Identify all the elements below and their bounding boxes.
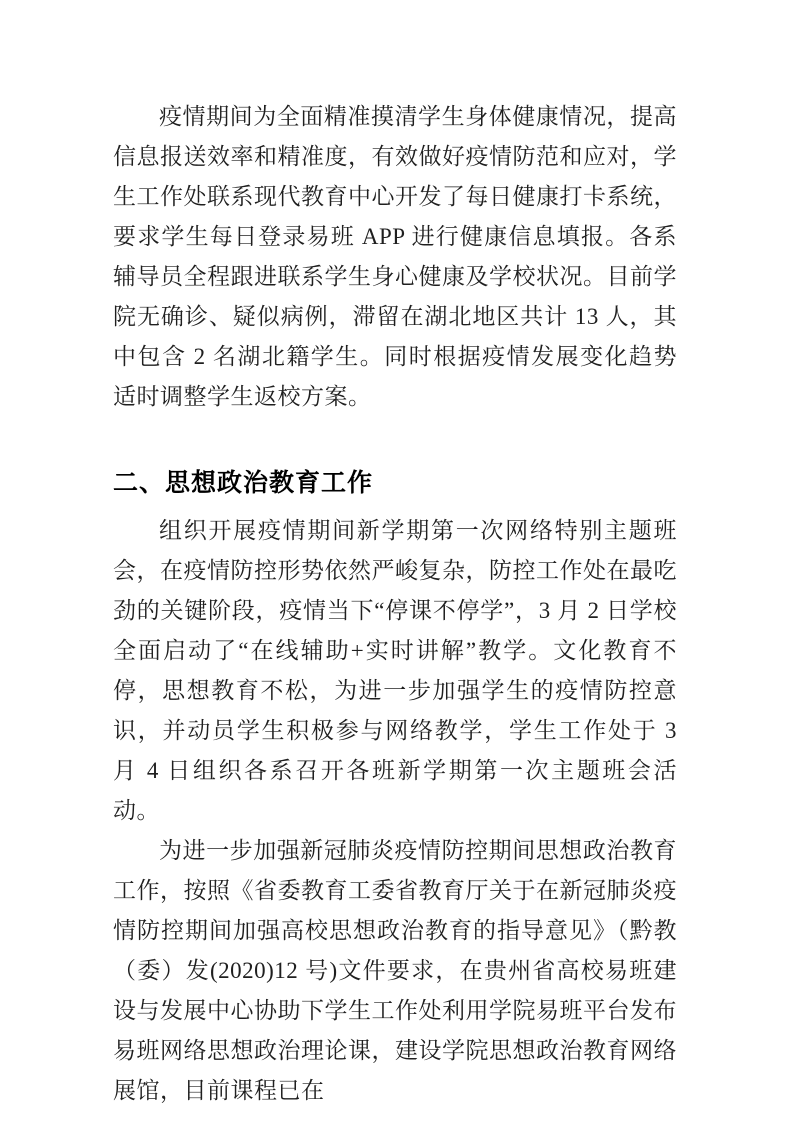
paragraph-yiban-online-course: 为进一步加强新冠肺炎疫情防控期间思想政治教育工作，按照《省委教育工委省教育厅关于在新冠肺炎疫情防控期间加强高校思想政治教育的指导意见》（黔教（委）发(2020)12 号)文件要求，在贵州省高校易班建设与发展中心协助下学生工作处利用学院易班平台发布易班网络思想政治理论课，建设学院思想政治教育网络展馆，目前课程已在	[113, 838, 677, 1103]
paragraph-health-check-system: 疫情期间为全面精准摸清学生身体健康情况，提高信息报送效率和精准度，有效做好疫情防范和应对，学生工作处联系现代教育中心开发了每日健康打卡系统，要求学生每日登录易班 APP 进行健康信息填报。各系辅导员全程跟进联系学生身心健康及学校状况。目前学院无确诊、疑似病例，滞留在湖北地区共计 13 人，其中包含 2 名湖北籍学生。同时根据疫情发展变化趋势适时调整学生返校方案。	[113, 104, 677, 409]
section-heading-ideological-political-education: 二、思想政治教育工作	[113, 469, 374, 497]
paragraph-theme-class-meeting: 组织开展疫情期间新学期第一次网络特别主题班会，在疫情防控形势依然严峻复杂，防控工作处在最吃劲的关键阶段，疫情当下“停课不停学”，3 月 2 日学校全面启动了“在线辅助+实时讲解”教学。文化教育不停，思想教育不松，为进一步加强学生的疫情防控意识，并动员学生积极参与网络教学，学生工作处于 3 月 4 日组织各系召开各班新学期第一次主题班会活动。	[113, 518, 677, 823]
